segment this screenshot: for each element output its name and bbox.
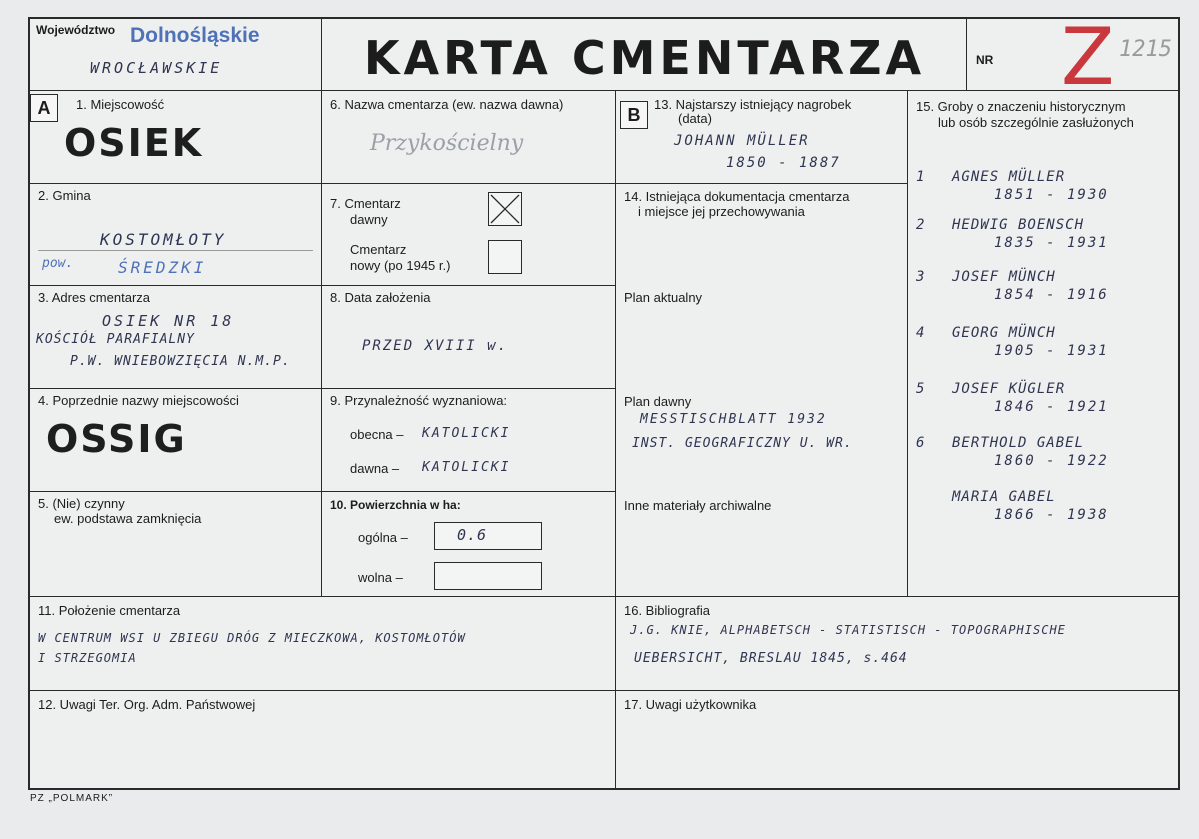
grave-name: JOSEF KÜGLER bbox=[952, 381, 1066, 397]
field-2-pow-value: ŚREDZKI bbox=[118, 258, 207, 277]
field-7-new2: nowy (po 1945 r.) bbox=[350, 258, 451, 273]
field-15 bbox=[908, 91, 1178, 597]
field-14 bbox=[616, 184, 908, 597]
field-6 bbox=[322, 91, 616, 184]
field-1-value: OSIEK bbox=[64, 121, 204, 165]
field-10-free-label: wolna – bbox=[358, 570, 403, 585]
field-8-value: PRZED XVIII w. bbox=[362, 338, 509, 354]
field-5-label: 5. (Nie) czynny bbox=[38, 496, 125, 511]
field-16-line2: UEBERSICHT, BRESLAU 1845, s.464 bbox=[634, 651, 908, 666]
field-13-label2: (data) bbox=[678, 111, 712, 126]
card-title: KARTA CMENTARZA bbox=[363, 31, 926, 85]
field-7-label1: 7. Cmentarz bbox=[330, 196, 401, 211]
nr-cell bbox=[967, 13, 1178, 103]
section-a-marker: A bbox=[30, 94, 58, 122]
field-1 bbox=[30, 91, 322, 184]
grave-dates: 1905 - 1931 bbox=[994, 343, 1109, 359]
field-4-value: OSSIG bbox=[46, 417, 187, 461]
voivodeship-old: WROCŁAWSKIE bbox=[90, 59, 223, 77]
field-1-label: 1. Miejscowość bbox=[76, 97, 165, 112]
nr-label: NR bbox=[976, 53, 994, 67]
nr-letter: Z bbox=[1061, 13, 1115, 103]
field-12 bbox=[30, 691, 616, 790]
grave-number: 1 bbox=[916, 169, 927, 185]
field-16 bbox=[616, 597, 1178, 691]
field-3-line3: P.W. WNIEBOWZIĘCIA N.M.P. bbox=[70, 354, 291, 369]
grave-dates: 1846 - 1921 bbox=[994, 399, 1109, 415]
grave-name: MARIA GABEL bbox=[952, 489, 1056, 505]
grave-dates: 1866 - 1938 bbox=[994, 507, 1109, 523]
field-3-label: 3. Adres cmentarza bbox=[38, 290, 150, 305]
field-2-pow-label: pow. bbox=[42, 256, 74, 271]
field-9-current-label: obecna – bbox=[350, 427, 404, 442]
field-17-label: 17. Uwagi użytkownika bbox=[624, 697, 757, 712]
nr-number: 1215 bbox=[1119, 37, 1172, 62]
field-16-label: 16. Bibliografia bbox=[624, 603, 710, 618]
field-13-name: JOHANN MÜLLER bbox=[674, 133, 810, 149]
area-total-value: 0.6 bbox=[457, 526, 488, 544]
field-7-label2: dawny bbox=[350, 212, 388, 227]
field-13-label1: 13. Najstarszy istniejący nagrobek bbox=[654, 97, 852, 112]
field-9-current-value: KATOLICKI bbox=[422, 426, 511, 441]
grave-name: GEORG MÜNCH bbox=[952, 325, 1056, 341]
field-5 bbox=[30, 492, 322, 597]
other-materials-label: Inne materiały archiwalne bbox=[624, 498, 772, 513]
field-7-new1: Cmentarz bbox=[350, 242, 407, 257]
grave-dates: 1854 - 1916 bbox=[994, 287, 1109, 303]
field-6-value: Przykościelny bbox=[370, 131, 524, 156]
field-7 bbox=[322, 184, 616, 286]
field-13 bbox=[616, 91, 908, 184]
field-15-label1: 15. Groby o znaczeniu historycznym bbox=[916, 99, 1126, 114]
grave-name: JOSEF MÜNCH bbox=[952, 269, 1056, 285]
grave-dates: 1860 - 1922 bbox=[994, 453, 1109, 469]
field-11-line1: W CENTRUM WSI U ZBIEGU DRÓG Z MIECZKOWA, KOSTOMŁOTÓW bbox=[38, 631, 466, 645]
field-9-former-value: KATOLICKI bbox=[422, 460, 511, 475]
voivodeship-label: Województwo bbox=[36, 23, 116, 37]
field-12-label: 12. Uwagi Ter. Org. Adm. Państwowej bbox=[38, 697, 256, 712]
field-3 bbox=[30, 286, 322, 389]
field-6-label: 6. Nazwa cmentarza (ew. nazwa dawna) bbox=[330, 97, 564, 112]
printer-mark: PZ „POLMARK” bbox=[30, 793, 114, 804]
field-10 bbox=[322, 492, 616, 597]
cross-mark-icon bbox=[489, 193, 521, 225]
grave-number: 2 bbox=[916, 217, 927, 233]
field-3-line2: KOŚCIÓŁ PARAFIALNY bbox=[36, 332, 195, 347]
field-14-label2: i miejsce jej przechowywania bbox=[638, 204, 805, 219]
field-2-label: 2. Gmina bbox=[38, 188, 91, 203]
plan-old-label: Plan dawny bbox=[624, 394, 692, 409]
field-9-label: 9. Przynależność wyznaniowa: bbox=[330, 393, 508, 408]
voivodeship-stamp: Dolnośląskie bbox=[130, 24, 260, 47]
field-11-label: 11. Położenie cmentarza bbox=[38, 603, 181, 618]
field-4 bbox=[30, 389, 322, 492]
grave-number: 4 bbox=[916, 325, 927, 341]
old-cemetery-checkbox[interactable] bbox=[488, 192, 522, 226]
area-total-box[interactable] bbox=[434, 522, 542, 550]
field-14-label1: 14. Istniejąca dokumentacja cmentarza bbox=[624, 189, 850, 204]
plan-old-line1: MESSTISCHBLATT 1932 bbox=[640, 412, 827, 427]
field-10-label: 10. Powierzchnia w ha: bbox=[330, 498, 461, 512]
area-free-box[interactable] bbox=[434, 562, 542, 590]
field-15-label2: lub osób szczególnie zasłużonych bbox=[938, 115, 1134, 130]
field-8 bbox=[322, 286, 616, 389]
field-8-label: 8. Data założenia bbox=[330, 290, 431, 305]
grave-number: 3 bbox=[916, 269, 927, 285]
field-4-label: 4. Poprzednie nazwy miejscowości bbox=[38, 393, 239, 408]
field-17 bbox=[616, 691, 1178, 790]
grave-number: 6 bbox=[916, 435, 927, 451]
cemetery-card bbox=[28, 13, 1180, 790]
field-16-line1: J.G. KNIE, ALPHABETSCH - STATISTISCH - TOPOGRAPHISCHE bbox=[630, 623, 1066, 637]
grave-number: 5 bbox=[916, 381, 927, 397]
grave-dates: 1851 - 1930 bbox=[994, 187, 1109, 203]
field-2 bbox=[30, 184, 322, 286]
field-11 bbox=[30, 597, 616, 691]
field-9-former-label: dawna – bbox=[350, 461, 400, 476]
field-5-sub: ew. podstawa zamknięcia bbox=[54, 511, 202, 526]
field-9 bbox=[322, 389, 616, 492]
grave-name: BERTHOLD GABEL bbox=[952, 435, 1085, 451]
field-10-total-label: ogólna – bbox=[358, 530, 408, 545]
voivodeship-cell bbox=[30, 19, 322, 91]
field-2-value: KOSTOMŁOTY bbox=[100, 230, 227, 249]
plan-current-label: Plan aktualny bbox=[624, 290, 703, 305]
field-3-line1: OSIEK NR 18 bbox=[102, 312, 235, 330]
new-cemetery-checkbox[interactable] bbox=[488, 240, 522, 274]
field-13-dates: 1850 - 1887 bbox=[726, 155, 841, 171]
grave-name: AGNES MÜLLER bbox=[952, 169, 1066, 185]
plan-old-line2: INST. GEOGRAFICZNY U. WR. bbox=[632, 436, 853, 451]
field-11-line2: I STRZEGOMIA bbox=[38, 651, 137, 665]
field-2-line bbox=[38, 250, 313, 251]
section-b-marker: B bbox=[620, 101, 648, 129]
grave-dates: 1835 - 1931 bbox=[994, 235, 1109, 251]
grave-name: HEDWIG BOENSCH bbox=[952, 217, 1085, 233]
